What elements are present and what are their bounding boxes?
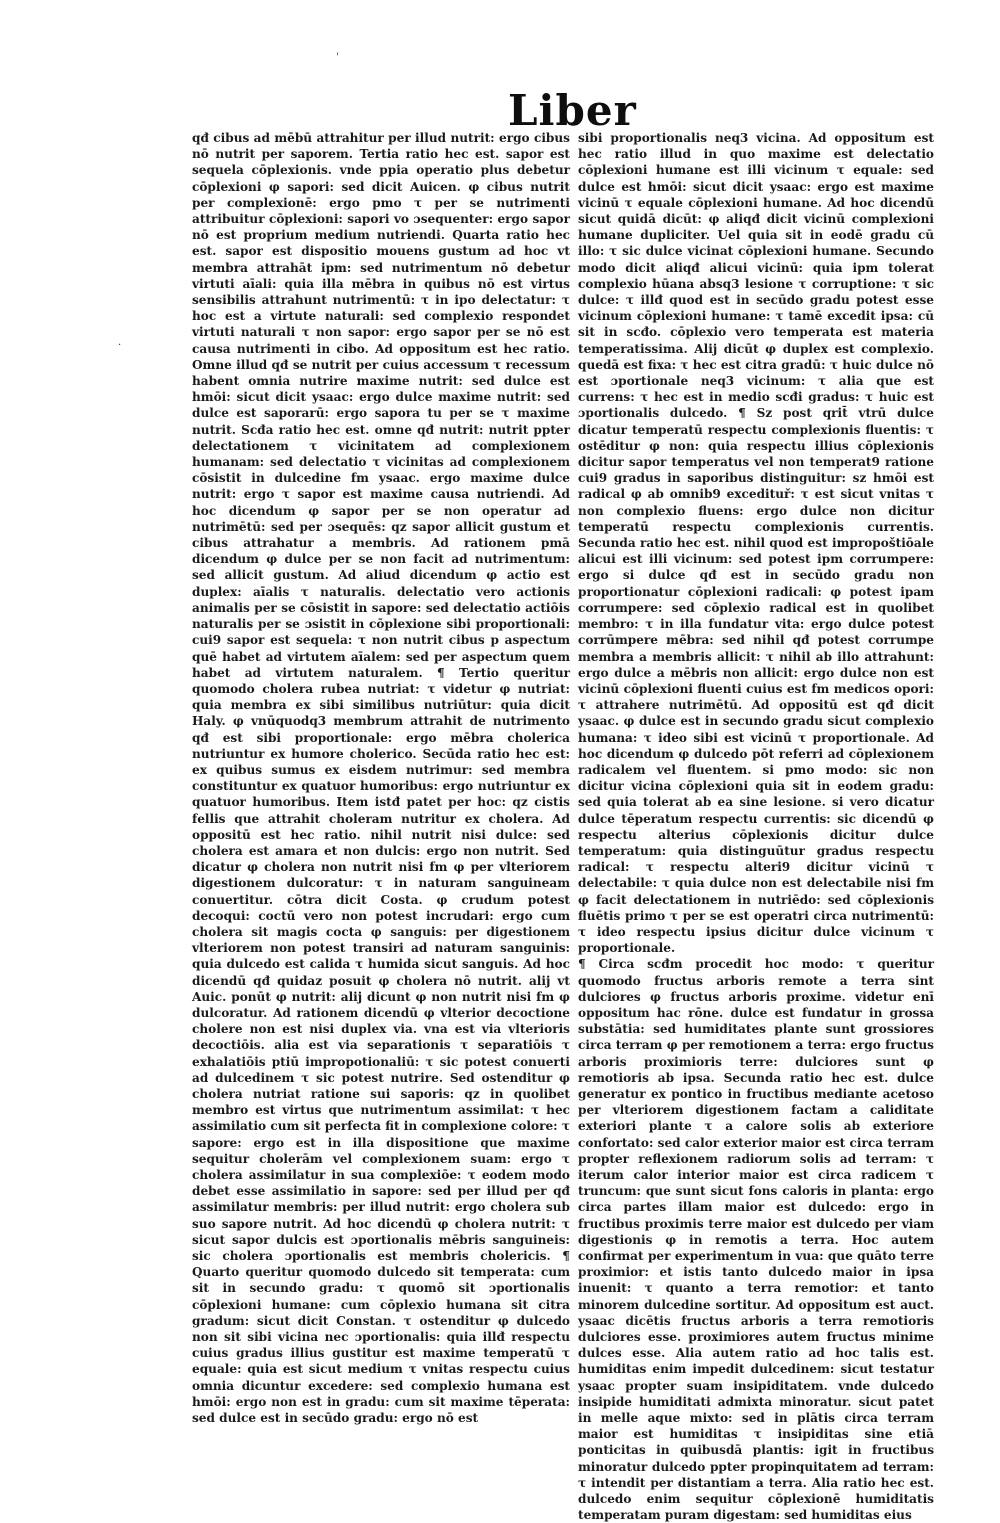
printer-speck: ' <box>336 52 339 63</box>
left-text-column <box>192 130 570 1426</box>
right-text-column <box>578 130 934 1523</box>
running-title: Liber <box>508 86 637 135</box>
right-column-paragraph: sibi proportionalis neq3 vicina. Ad oppositum est hec ratio illud in quo maxime est delectatio cōplexioni humane est illi vicinum τ equale: sed dulce est hmōi: sicut dicit ysaac: ergo est maxime vicinū τ equale cōplexioni humane. Ad hoc dicendū sicut quidā dicūt: φ aliqđ dicit vicinū complexioni humane dupliciter. Uel quia sit in eodē gradu cū illo: τ sic dulce vicinat cōplexioni humane. Secundo modo dicit aliqđ alicui vicinū: quia ipm tolerat complexio hūana absq3 lesione τ corruptione: τ sic dulce: τ illđ quod est in secūdo gradu potest esse vicinum cōplexioni humane: τ tamē excedit ipsa: cū sit in scđo. cōplexio vero temperata est materia temperatissima. Alij dicūt φ duplex est complexio. quedā est fixa: τ hec est citra gradū: τ huic dulce nō est ɔportionale neq3 vicinum: τ alia que est currens: τ hec est in medio scđi gradus: τ huic est ɔportionalis dulcedo. ¶ Sz post qrit̄ vtrū dulce dicatur temperatū respectu complexionis fluentis: τ ostēditur φ non: quia respectu illius cōplexionis dicitur sapor temperatus vel non temperat9 ratione cui9 gradus in saporibus distinguitur: sz hmōi est radical φ ab omnib9 excedituř: τ est sicut vnitas τ non complexio fluens: ergo dulce non dicitur temperatū respectu complexionis currentis. Secunda ratio hec est. nihil quod est impropoštiōale alicui est illi vicinum: sed potest ipm corrumpere: ergo si dulce qđ est in secūdo gradu non proportionatur cōplexioni radicali: φ potest ipam corrumpere: sed cōplexio radical est in quolibet membro: τ in illa fundatur vita: ergo dulce potest corrūmpere mēbra: sed nihil qđ potest corrumpe membra a membris allicit: τ nihil ab illo attrahunt: ergo dulce a mēbris non allicit: ergo dulce non est vicinū cōplexioni fluenti cuius est fm medicos opori: τ attrahere nutrimētū. Ad oppositū est qđ dicit ysaac. φ dulce est in secundo gradu sicut complexio humana: τ ideo sibi est vicinū τ proportionale. Ad hoc dicendum φ dulcedo pōt referri ad cōplexionem radicalem vel fluentem. si pmo modo: sic non dicitur vicina cōplexioni quia sit in eodem gradu: sed quia tolerat ab ea sine lesione. si vero dicatur dulce tēperatum respectu currentis: sic dicendū φ respectu alterius cōplexionis dicitur dulce temperatum: quia distinguūtur gradus respectu radical: τ respectu alteri9 dicitur vicinū τ delectabile: τ quia dulce non est delectabile nisi fm φ facit delectationem in nutriēdo: sed cōplexionis fluētis primo τ per se est operatri circa nutrimentū: τ ideo respectu ipsius dicitur dulce vicinum τ proportionale. <box>578 131 934 956</box>
ink-speck: · <box>118 340 122 351</box>
left-column-paragraph: qđ cibus ad mēbū attrahitur per illud nutrit: ergo cibus nō nutrit per saporem. Tertia ratio hec est. sapor est sequela cōplexionis. vnde ppia operatio plus debetur cōplexioni φ sapori: sed dicit Auicen. φ cibus nutrit per complexionē: ergo pmo τ per se nutrimenti attribuitur cōplexioni: sapori vo ɔsequenter: ergo sapor nō est proprium medium nutriendi. Quarta ratio hec est. sapor est dispositio mouens gustum ad hoc vt membra attrahāt ipm: sed nutrimentum nō debetur virtuti aīali: quia illa mēbra in quibus nō est virtus sensibilis attrahunt nutrimentū: τ in ipo delectatur: τ hoc est a virtute naturali: sed complexio respondet virtuti naturali τ non sapor: ergo sapor per se nō est causa nutrimenti in cibo. Ad oppositum est hec ratio. Omne illud qđ se nutrit per cuius accessum τ recessum habent omnia nutrire maxime nutrit: sed dulce est hmōi: sicut dicit ysaac: ergo dulce maxime nutrit: sed dulce est saporarū: ergo sapora tu per se τ maxime nutrit. Scđa ratio hec est. omne qđ nutrit: nutrit ppter delectationem τ vicinitatem ad complexionem humanam: sed delectatio τ vicinitas ad complexionem cōsistit in dulcedine fm ysaac. ergo maxime dulce nutrit: ergo τ sapor est maxime causa nutriendi. Ad hoc dicendum φ sapor per se non operatur ad nutrimētū: sed per ɔsequēs: qz sapor allicit gustum et cibus attrahatur a membris. Ad rationem pmā dicendum φ dulce per se non facit ad nutrimentum: sed allicit gustum. Ad aliud dicendum φ actio est duplex: aīalis τ naturalis. delectatio vero actionis animalis per se cōsistit in sapore: sed delectatio actiōis naturalis per se ɔsistit in cōplexione sibi proportionali: cui9 sapor est sequela: τ non nutrit cibus p aspectum quē habet ad virtutem aīalem: sed per aspectum quem habet ad virtutem naturalem. ¶ Tertio queritur quomodo cholera rubea nutriat: τ videtur φ nutriat: quia membra ex sibi similibus nutriūtur: quia dicit Haly. φ vnūquodq3 membrum attrahit de nutrimento qđ est sibi proportionale: ergo mēbra cholerica nutriuntur ex humore cholerico. Secūda ratio hec est: ex quibus sumus ex eisdem nutrimur: sed membra constituntur ex quatuor humoribus: ergo nutriuntur ex quatuor humoribus. Item istđ patet per hoc: qz cistis fellis que attrahit choleram nutritur ex cholera. Ad oppositū est hec ratio. nihil nutrit nisi dulce: sed cholera est amara et non dulcis: ergo non nutrit. Sed dicatur φ cholera non nutrit nisi fm φ per vlteriorem digestionem dulcoratur: τ in naturam sanguineam conuertitur. cōtra dicit Costa. φ crudum potest decoqui: coctū vero non potest incrudari: ergo cum cholera sit magis cocta φ sanguis: per digestionem vlteriorem non potest transiri ad naturam sanguinis: quia dulcedo est calida τ humida sicut sanguis. Ad hoc dicendū qđ quidaz posuit φ cholera nō nutrit. alij vt Auic. ponūt φ nutrit: alij dicunt φ non nutrit nisi fm φ dulcoratur. Ad rationem dicendū φ vlterior decoctione cholere non est nisi duplex via. vna est via vlterioris decoctiōis. alia est via separationis τ separatiōis τ exhalatiōis ptiū impropotionaliū: τ sic potest conuerti ad dulcedinem τ sic potest nutrire. Sed ostenditur φ cholera nutriat ratione sui saporis: qz in quolibet membro est virtus que nutrimentum assimilat: τ hec assimilatio cum sit perfecta fit in complexione colore: τ sapore: ergo est in illa dispositione que maxime sequitur cholerām vel complexionem suam: ergo τ cholera assimilatur in sua complexiōe: τ eodem modo debet esse assimilatio in sapore: sed per illud per qđ assimilatur membris: per illud nutrit: ergo cholera sub suo sapore nutrit. Ad hoc dicendū φ cholera nutrit: τ sicut sapor dulcis est ɔportionalis mēbris sanguineis: sic cholera ɔportionalis est membris cholericis. ¶ Quarto queritur quomodo dulcedo sit temperata: cum sit in secundo gradu: τ quomō sit ɔportionalis cōplexioni humane: cum cōplexio humana sit citra gradum: sicut dicit Constan. τ ostenditur φ dulcedo non sit sibi vicina nec ɔportionalis: quia illđ respectu cuius gradus illius gustitur est maxime temperatū τ equale: quia est sicut medium τ vnitas respectu cuius omnia dicuntur excedere: sed complexio humana est hmōi: ergo non est in gradu: cum sit maxime tēperata: sed dulce est in secūdo gradu: ergo nō est <box>192 131 570 1426</box>
right-column-paragraph-2: ¶ Circa scđm procedit hoc modo: τ queritur quomodo fructus arboris remote a terra sint dulciores φ fructus arboris proxime. videtur enī oppositum hac rōne. dulce est fundatur in grossa substātia: sed humiditates plante sunt grossiores circa terram φ per remotionem a terra: ergo fructus arboris proximioris terre: dulciores sunt φ remotioris ab ipsa. Secunda ratio hec est. dulce generatur ex pontico in fructibus mediante acetoso per vlteriorem digestionem factam a caliditate exteriori plante τ a calore solis ab exteriore confortato: sed calor exterior maior est circa terram propter reflexionem radiorum solis ad terram: τ iterum calor interior maior est circa radicem τ truncum: que sunt sicut fons caloris in planta: ergo circa partes illam maior est dulcedo: ergo in fructibus proximis terre maior est dulcedo per viam digestionis φ in remotis a terra. Hoc autem confirmat per experimentum in vua: que quāto terre proximior: et istis tanto dulcedo maior in ipsa inuenit: τ quanto a terra remotior: et tanto minorem dulcedine sortitur. Ad oppositum est auct. ysaac dicētis fructus arboris a terra remotioris dulciores esse. proximiores autem fructus minime dulces esse. Alia autem ratio ad hoc talis est. humiditas enim impedit dulcedinem: sicut testatur ysaac propter suam insipiditatem. vnde dulcedo insipide humiditati admixta minoratur. sicut patet in melle aque mixto: sed in plātis circa terram maior est humiditas τ insipiditas sine etiā ponticitas in quibusdā plantis: igit in fructibus minoratur dulcedo ppter propinquitatem ad terram: τ intendit per distantiam a terra. Alia ratio hec est. dulcedo enim sequitur cōplexionē humiditatis temperatam puram digestam: sed humiditas eius <box>578 957 934 1523</box>
